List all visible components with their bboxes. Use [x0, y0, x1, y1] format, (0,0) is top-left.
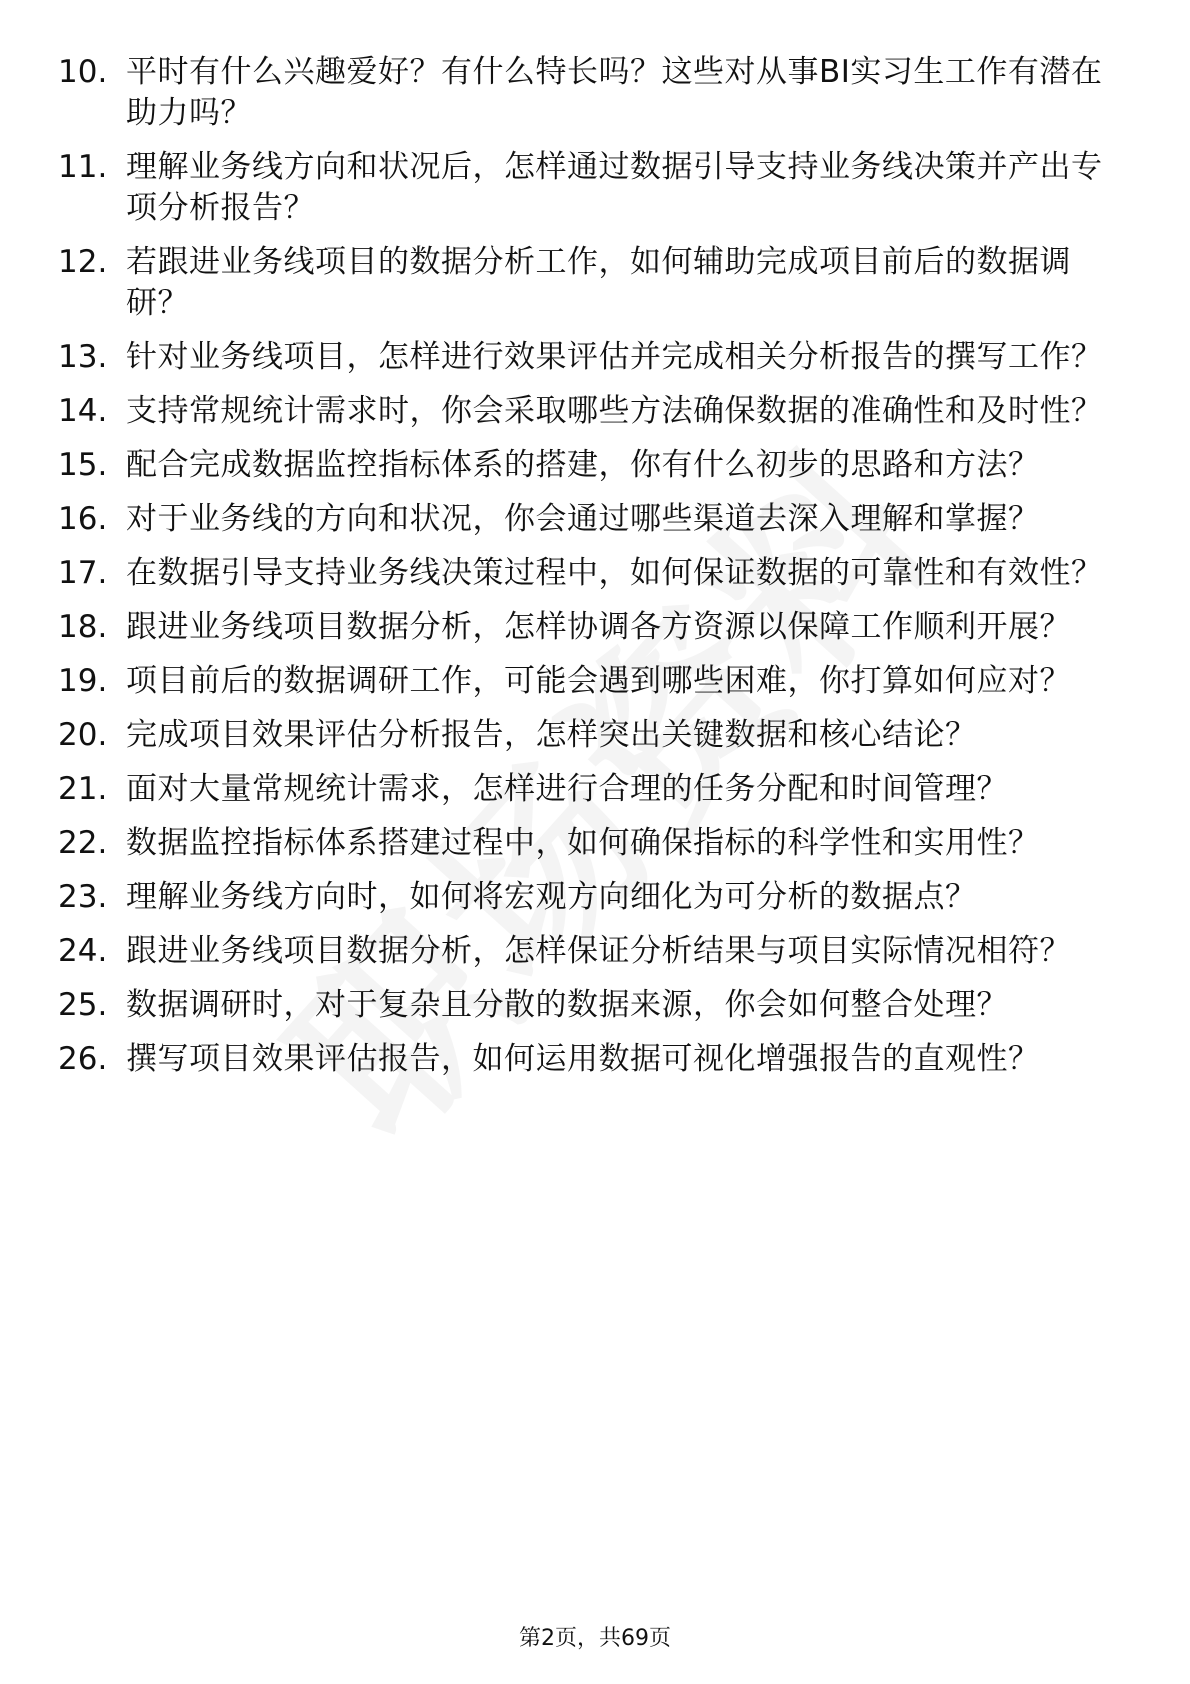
list-item — [58, 607, 1118, 648]
question-text: 支持常规统计需求时，你会采取哪些方法确保数据的准确性和及时性？ — [126, 393, 1103, 429]
list-item — [58, 931, 1118, 972]
question-number: 14. — [58, 393, 108, 429]
question-text: 完成项目效果评估分析报告，怎样突出关键数据和核心结论？ — [126, 717, 977, 753]
list-item — [58, 147, 1118, 229]
list-item — [58, 499, 1118, 540]
question-number: 15. — [58, 447, 108, 483]
question-list — [58, 52, 1118, 1093]
question-number: 10. — [58, 54, 108, 90]
question-text: 项目前后的数据调研工作，可能会遇到哪些困难，你打算如何应对？ — [126, 663, 1071, 699]
list-item — [58, 661, 1118, 702]
list-item — [58, 242, 1118, 324]
question-number: 21. — [58, 771, 108, 807]
question-number: 24. — [58, 933, 108, 969]
question-text: 对于业务线的方向和状况，你会通过哪些渠道去深入理解和掌握？ — [126, 501, 1040, 537]
question-text: 跟进业务线项目数据分析，怎样协调各方资源以保障工作顺利开展？ — [126, 609, 1071, 645]
list-item — [58, 769, 1118, 810]
question-text: 撰写项目效果评估报告，如何运用数据可视化增强报告的直观性？ — [126, 1041, 1040, 1077]
question-text: 若跟进业务线项目的数据分析工作，如何辅助完成项目前后的数据调研？ — [126, 244, 1071, 321]
question-text: 面对大量常规统计需求，怎样进行合理的任务分配和时间管理？ — [126, 771, 1008, 807]
list-item — [58, 877, 1118, 918]
question-number: 13. — [58, 339, 108, 375]
question-number: 18. — [58, 609, 108, 645]
list-item — [58, 337, 1118, 378]
list-item — [58, 445, 1118, 486]
page-footer — [0, 1624, 1190, 1654]
question-text: 理解业务线方向时，如何将宏观方向细化为可分析的数据点？ — [126, 879, 977, 915]
question-text: 理解业务线方向和状况后，怎样通过数据引导支持业务线决策并产出专项分析报告？ — [126, 149, 1103, 226]
list-item — [58, 715, 1118, 756]
list-item — [58, 391, 1118, 432]
list-item — [58, 823, 1118, 864]
question-text: 针对业务线项目，怎样进行效果评估并完成相关分析报告的撰写工作？ — [126, 339, 1103, 375]
question-number: 11. — [58, 149, 108, 185]
list-item — [58, 553, 1118, 594]
question-text: 数据监控指标体系搭建过程中，如何确保指标的科学性和实用性？ — [126, 825, 1040, 861]
question-text: 平时有什么兴趣爱好？有什么特长吗？这些对从事BI实习生工作有潜在助力吗？ — [126, 54, 1103, 131]
question-number: 16. — [58, 501, 108, 537]
question-number: 12. — [58, 244, 108, 280]
question-text: 数据调研时，对于复杂且分散的数据来源，你会如何整合处理？ — [126, 987, 1008, 1023]
question-number: 23. — [58, 879, 108, 915]
question-number: 26. — [58, 1041, 108, 1077]
question-number: 17. — [58, 555, 108, 591]
question-text: 在数据引导支持业务线决策过程中，如何保证数据的可靠性和有效性？ — [126, 555, 1103, 591]
question-text: 配合完成数据监控指标体系的搭建，你有什么初步的思路和方法？ — [126, 447, 1040, 483]
list-item — [58, 1039, 1118, 1080]
list-item — [58, 985, 1118, 1026]
question-number: 25. — [58, 987, 108, 1023]
question-number: 22. — [58, 825, 108, 861]
question-number: 19. — [58, 663, 108, 699]
question-text: 跟进业务线项目数据分析，怎样保证分析结果与项目实际情况相符？ — [126, 933, 1071, 969]
question-number: 20. — [58, 717, 108, 753]
list-item — [58, 52, 1118, 134]
page-number-label: 第2页，共69页 — [519, 1626, 671, 1651]
